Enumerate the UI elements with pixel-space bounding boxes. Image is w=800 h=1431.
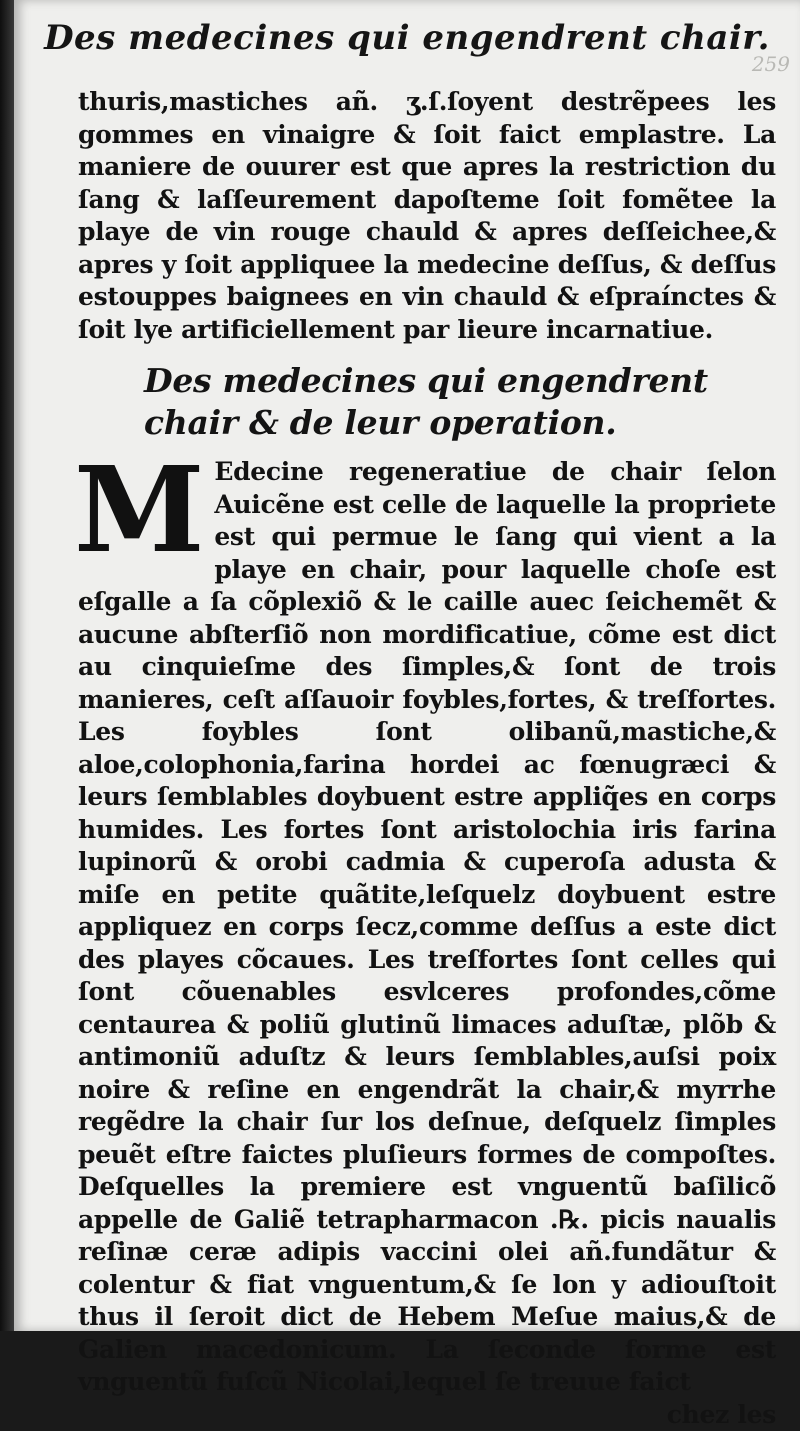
running-head: Des medecines qui engendrent chair. xyxy=(14,18,800,58)
dropcap-initial: M xyxy=(74,462,204,558)
paragraph-2-text: Edecine regeneratiue de chair ſelon Auicẽne est celle de laquelle la propriete est qui permue le ſang qui vient a la playe en chair, pour laquelle choſe est eſgalle a ſa cõplexiõ & le caille auec ſeichemẽt & aucune abſterſiõ non mordificatiue, cõme est dict au cinquieſme des ſimples,& ſont de trois manieres, ceſt aſſauoir foybles,fortes, & treſfortes. Les foybles ſont olibanũ,mastiche,& aloe,colophonia,farina hordei ac fœnugræci & leurs ſemblables doybuent estre appliq̃es en corps humides. Les fortes ſont aristolochia iris farina lupinorũ & orobi cadmia & cuperoſa adusta & miſe en petite quãtite,leſquelz doybuent estre appliquez en corps ſecz,comme deſſus a este dict des playes cõcaues. Les treſfortes ſont celles qui ſont cõuenables esvlceres profondes,cõme centaurea & poliũ glutinũ limaces aduſtæ, plõb & antimoniũ aduſtz & leurs ſemblables,auſsi poix noire & reſine en engendrãt la chair,& myrrhe regẽdre la chair ſur los deſnue, deſquelz ſimples peuẽt eſtre faictes pluſieurs formes de compoſtes. Deſquelles la premiere est vnguentũ baſilicõ appelle de Galiẽ tetrapharmacon .℞. picis naualis reſinæ ceræ adipis vaccini olei añ.fundãtur & colentur & fiat vnguentum,& ſe lon y adiouſtoit thus il ſeroit dict de Hebem Meſue maius,& de Galien macedonicum. La ſeconde forme est vnguentũ fuſcũ Nicolai,lequel ſe treuue faict xyxy=(78,457,776,1396)
paragraph-2 xyxy=(78,456,776,1399)
paragraph-1: thuris,mastiches añ. ʒ.ſ.ſoyent destrẽpees les gommes en vinaigre & ſoit faict emplastre. La maniere de ouurer est que apres la restriction du ſang & laſſeurement dapoſteme ſoit fomẽtee la playe de vin rouge chauld & apres deſſeichee,& apres y ſoit appliquee la medecine deſſus, & deſſus estouppes baignees en vin chauld & eſpraínctes & ſoit lye artificiellement par lieure incarnatiue. xyxy=(78,86,776,346)
scan-edge-shadow xyxy=(0,0,14,1331)
catchword: chez les xyxy=(78,1399,776,1431)
main-text xyxy=(78,86,776,1431)
book-page xyxy=(14,0,800,1331)
folio-number: 259 xyxy=(752,52,790,76)
section-heading: Des medecines qui engendrent chair & de leur operation. xyxy=(144,360,776,444)
